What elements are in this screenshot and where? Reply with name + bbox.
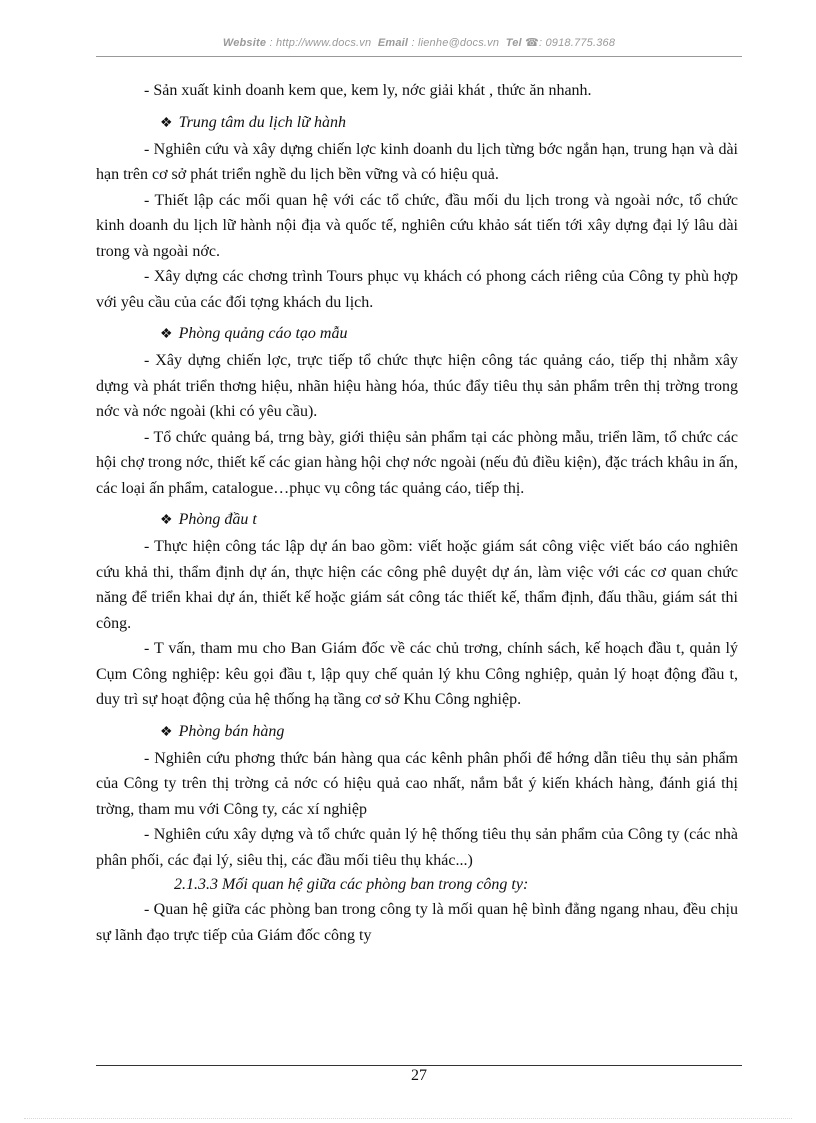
email-label: Email: [377, 37, 409, 49]
paragraph: - Xây dựng các chơng trình Tours phục vụ khách có phong cách riêng của Công ty phù hợp với yêu cầu của các đối tợng khách du lịch.: [96, 268, 738, 311]
email-value: : lienhe@docs.vn: [411, 37, 500, 49]
paragraph: - Thực hiện công tác lập dự án bao gồm: viết hoặc giám sát công việc viết báo cáo nghiên cứu khả thi, thẩm định dự án, thực hiện các công phê duyệt dự án, làm việc với các cơ quan chức năng để triển khai dự án, thiết kế hoặc giám sát công tác thiết kế, thẩm định, đấu thầu, giám sát thi công.: [96, 538, 738, 632]
diamond-bullet-icon: ❖: [160, 115, 173, 131]
paragraph: - Quan hệ giữa các phòng ban trong công ty là mối quan hệ bình đẳng ngang nhau, đều chịu sự lãnh đạo trực tiếp của Giám đốc công ty: [96, 901, 738, 944]
paragraph: - T vấn, tham mu cho Ban Giám đốc về các chủ trơng, chính sách, kế hoạch đầu t, quản lý Cụm Công nghiệp: kêu gọi đầu t, lập quy chế quản lý khu Công nghiệp, quản lý hoạt động đầu t, duy trì sự hoạt động của hệ thống hạ tầng cơ sở Khu Công nghiệp.: [96, 640, 738, 708]
tel-value: : 0918.775.368: [538, 37, 616, 49]
paragraph: - Tổ chức quảng bá, trng bày, giới thiệu sản phẩm tại các phòng mẫu, triển lãm, tổ chức các hội chợ trong nớc, thiết kế các gian hàng hội chợ nớc ngoài (nếu đủ điều kiện), đặc trách khâu in ấn, các loại ấn phẩm, catalogue…phục vụ công tác quảng cáo, tiếp thị.: [96, 428, 738, 497]
page-header: [96, 36, 742, 49]
phone-icon: ☎: [525, 37, 539, 49]
intro-paragraph: - Sản xuất kinh doanh kem que, kem ly, nớc giải khát , thức ăn nhanh.: [144, 82, 592, 99]
paragraph: - Xây dựng chiến lợc, trực tiếp tổ chức thực hiện công tác quảng cáo, tiếp thị nhằm xây dựng và phát triển thơng hiệu, nhãn hiệu hàng hóa, thúc đẩy tiêu thụ sản phẩm trên thị trờng trong nớc và nớc ngoài (khi có yêu cầu).: [96, 352, 738, 420]
diamond-bullet-icon: ❖: [160, 513, 173, 528]
diamond-bullet-icon: ❖: [160, 327, 173, 342]
tel-label: Tel: [505, 37, 522, 49]
page-bottom-border: [24, 1118, 792, 1119]
subsection-heading: 2.1.3.3 Mối quan hệ giữa các phòng ban trong công ty:: [174, 876, 529, 893]
footer-divider: [96, 1065, 742, 1066]
section-heading: ❖ Phòng quảng cáo tạo mẫu: [160, 325, 348, 342]
document-body: [96, 78, 738, 948]
website-value: : http://www.docs.vn: [269, 37, 372, 49]
section-heading: ❖ Phòng bán hàng: [160, 722, 285, 740]
header-divider: [96, 56, 742, 57]
paragraph: - Nghiên cứu xây dựng và tổ chức quản lý hệ thống tiêu thụ sản phẩm của Công ty (các nhà phân phối, các đại lý, siêu thị, các đầu mối tiêu thụ khác...): [96, 826, 738, 869]
paragraph: - Nghiên cứu phơng thức bán hàng qua các kênh phân phối để hớng dẫn tiêu thụ sản phẩm của Công ty trên thị trờng cả nớc có hiệu quả cao nhất, nắm bắt ý kiến khách hàng, đánh giá thị trờng, tham mu với Công ty, các xí nghiệp: [96, 749, 738, 818]
diamond-bullet-icon: ❖: [160, 724, 173, 740]
page-number: 27: [411, 1067, 427, 1084]
paragraph: - Thiết lập các mối quan hệ với các tổ chức, đầu mối du lịch trong và ngoài nớc, tổ chức kinh doanh du lịch lữ hành nội địa và quốc tế, nghiên cứu khảo sát tiến tới xây dựng đại lý lâu dài trong và ngoài nớc.: [96, 191, 738, 260]
website-label: Website: [222, 37, 267, 49]
section-heading: ❖ Phòng đầu t: [160, 511, 257, 528]
paragraph: - Nghiên cứu và xây dựng chiến lợc kinh doanh du lịch từng bớc ngắn hạn, trung hạn và dài hạn trên cơ sở phát triển nghề du lịch bền vững và có hiệu quả.: [96, 140, 738, 183]
section-heading: ❖ Trung tâm du lịch lữ hành: [160, 113, 346, 131]
